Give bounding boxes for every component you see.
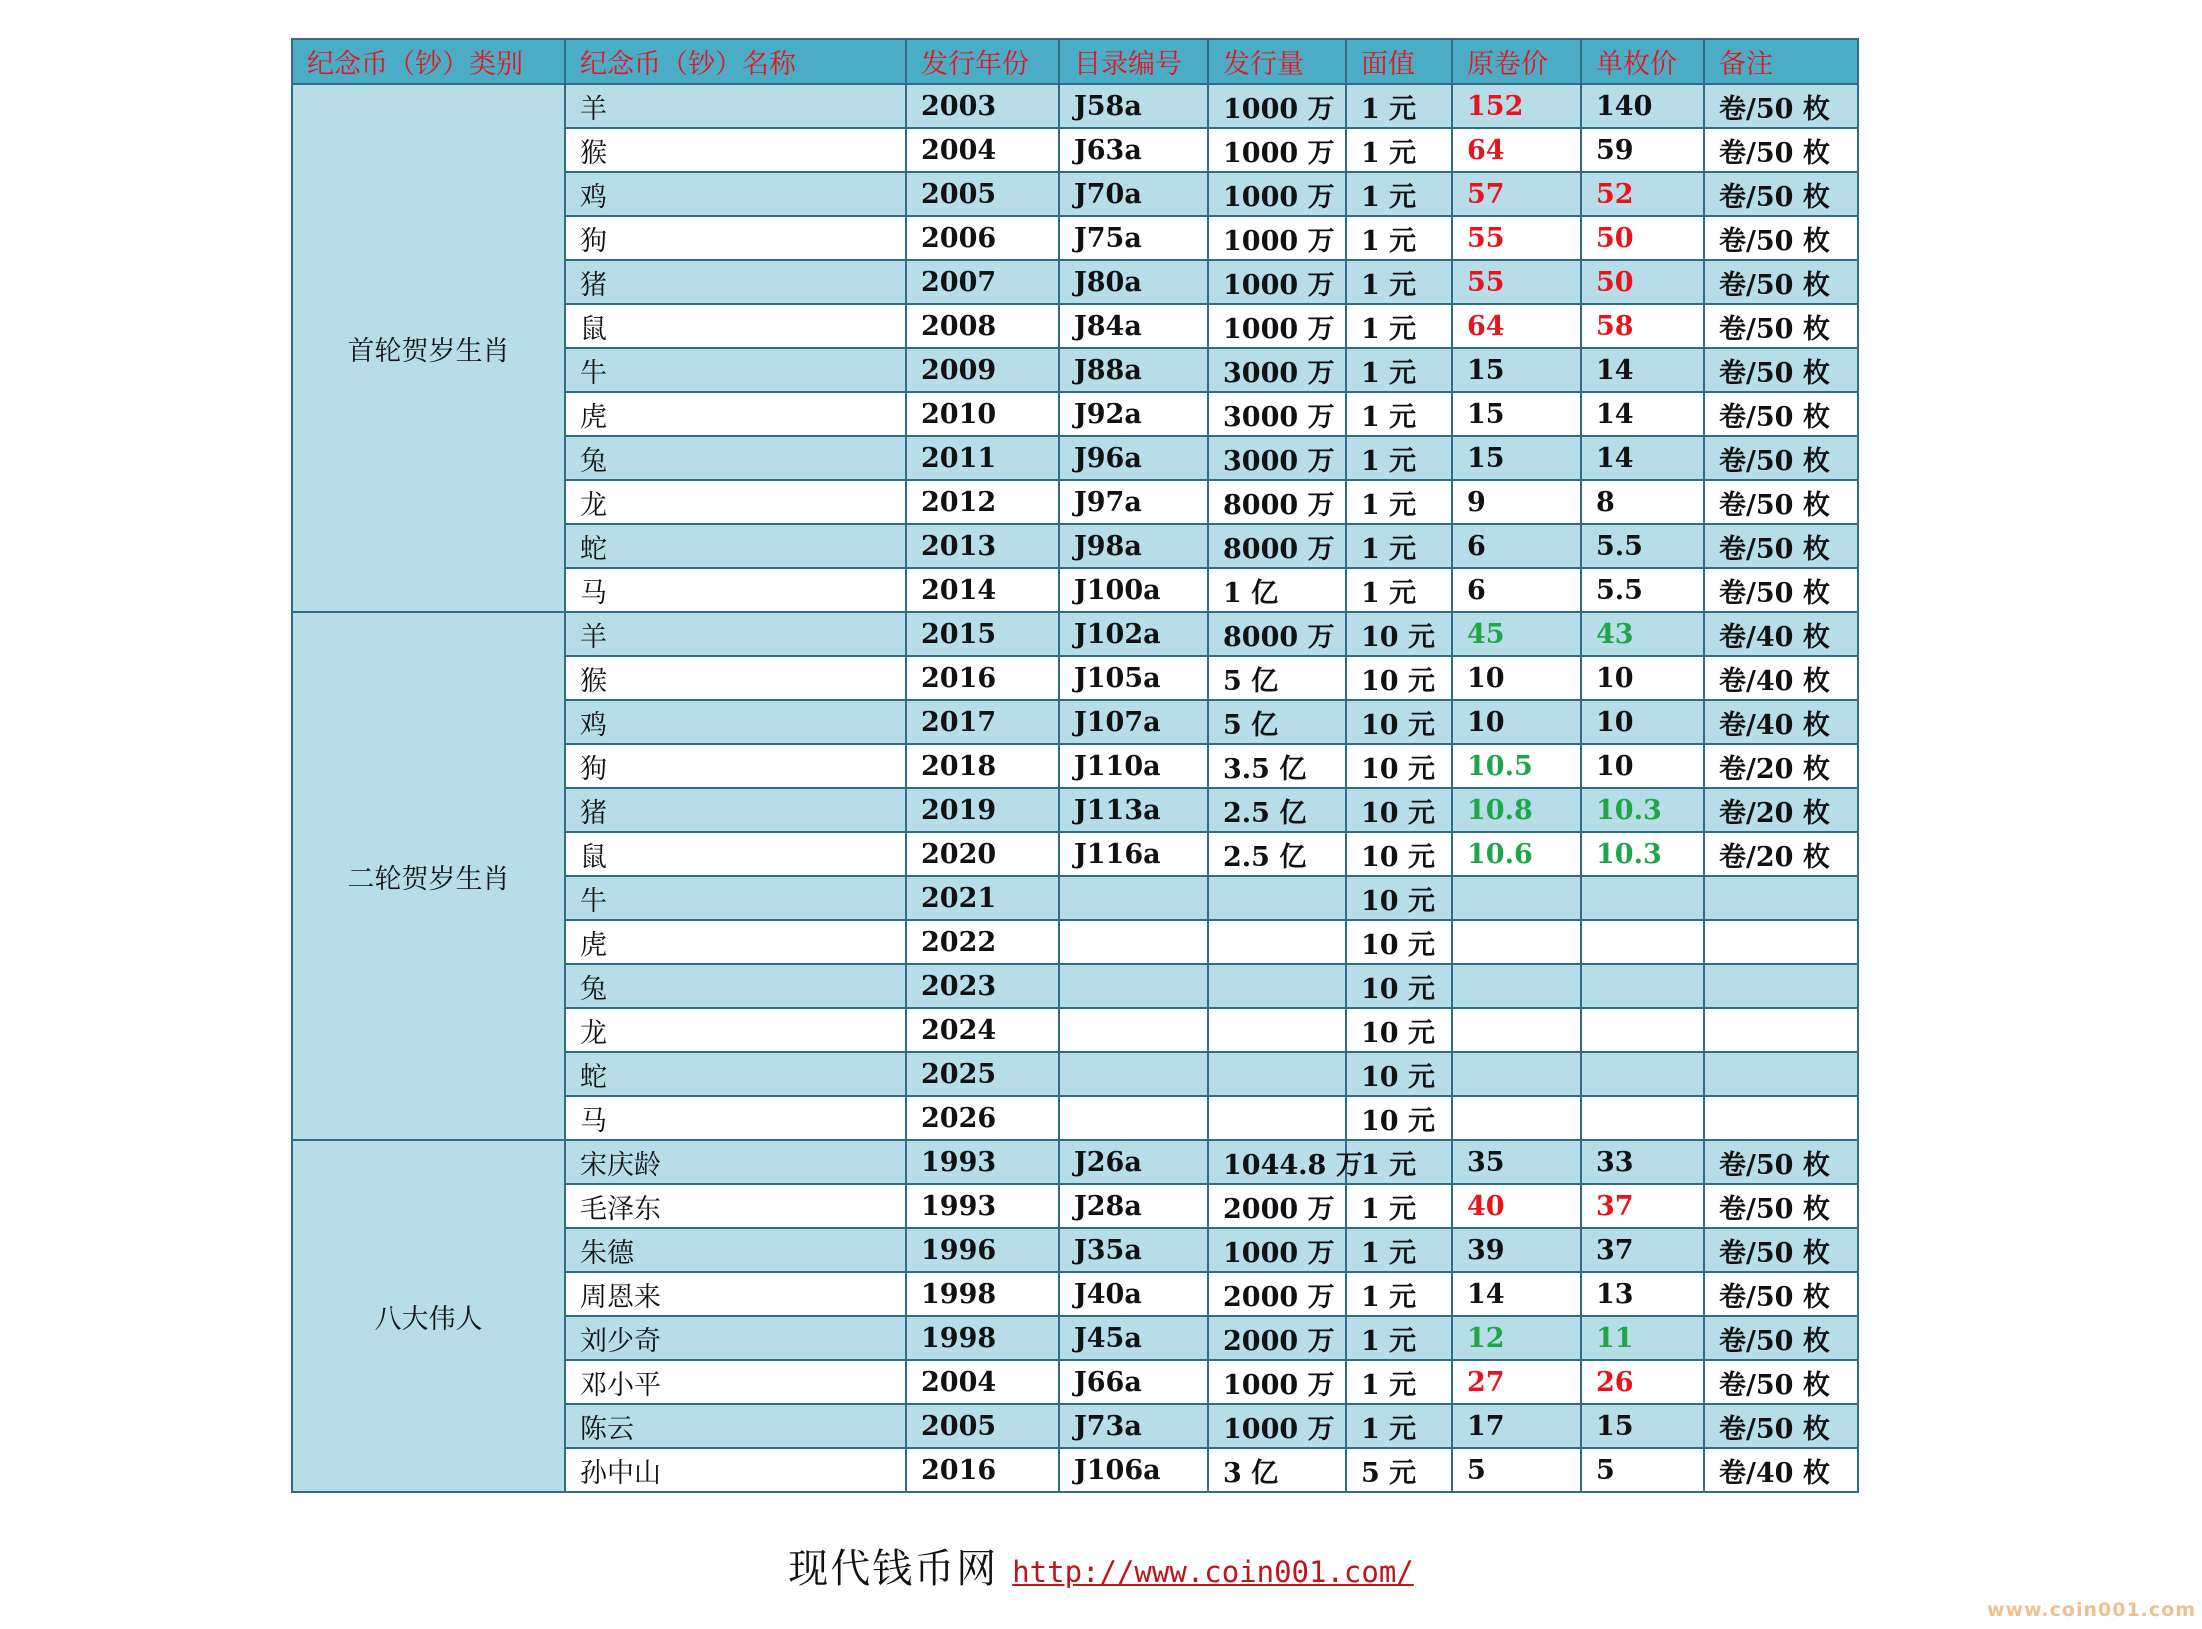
note-cell: 卷/50 枚 [1704,1228,1858,1272]
col-header-note: 备注 [1704,39,1858,84]
face-value-cell: 10 元 [1346,744,1452,788]
issue-volume-cell [1208,964,1346,1008]
catalog-code-cell: J70a [1059,172,1208,216]
note-cell: 卷/50 枚 [1704,1360,1858,1404]
issue-year-cell: 2023 [906,964,1059,1008]
issue-year-cell: 1996 [906,1228,1059,1272]
face-value-cell: 1 元 [1346,1228,1452,1272]
coin-name-cell: 孙中山 [565,1448,906,1492]
note-cell [1704,876,1858,920]
single-price-cell: 59 [1581,128,1704,172]
roll-price-cell: 152 [1452,84,1581,128]
face-value-cell: 1 元 [1346,172,1452,216]
col-header-name: 纪念币（钞）名称 [565,39,906,84]
issue-year-cell: 2010 [906,392,1059,436]
roll-price-cell: 14 [1452,1272,1581,1316]
note-cell: 卷/50 枚 [1704,524,1858,568]
roll-price-cell: 10 [1452,656,1581,700]
coin-name-cell: 周恩来 [565,1272,906,1316]
coin-name-cell: 猴 [565,128,906,172]
issue-year-cell: 2006 [906,216,1059,260]
note-cell: 卷/50 枚 [1704,1184,1858,1228]
face-value-cell: 1 元 [1346,1404,1452,1448]
issue-volume-cell: 1000 万 [1208,172,1346,216]
face-value-cell: 1 元 [1346,128,1452,172]
face-value-cell: 10 元 [1346,920,1452,964]
note-cell [1704,1008,1858,1052]
issue-volume-cell: 2000 万 [1208,1316,1346,1360]
coin-name-cell: 猪 [565,788,906,832]
single-price-cell: 50 [1581,216,1704,260]
coin-name-cell: 羊 [565,612,906,656]
issue-year-cell: 2018 [906,744,1059,788]
single-price-cell: 10 [1581,744,1704,788]
issue-year-cell: 2016 [906,1448,1059,1492]
catalog-code-cell: J92a [1059,392,1208,436]
issue-year-cell: 2005 [906,172,1059,216]
single-price-cell [1581,1096,1704,1140]
roll-price-cell: 64 [1452,304,1581,348]
single-price-cell: 37 [1581,1228,1704,1272]
catalog-code-cell: J84a [1059,304,1208,348]
issue-year-cell: 2017 [906,700,1059,744]
catalog-code-cell: J26a [1059,1140,1208,1184]
issue-year-cell: 2025 [906,1052,1059,1096]
coin-name-cell: 虎 [565,920,906,964]
issue-volume-cell [1208,1008,1346,1052]
roll-price-cell: 6 [1452,568,1581,612]
catalog-code-cell: J102a [1059,612,1208,656]
catalog-code-cell: J45a [1059,1316,1208,1360]
coin-name-cell: 刘少奇 [565,1316,906,1360]
col-header-roll-price: 原卷价 [1452,39,1581,84]
note-cell: 卷/50 枚 [1704,1404,1858,1448]
col-header-issue: 发行量 [1208,39,1346,84]
coin-name-cell: 鸡 [565,700,906,744]
note-cell: 卷/50 枚 [1704,436,1858,480]
note-cell [1704,964,1858,1008]
coin-name-cell: 鼠 [565,832,906,876]
single-price-cell: 50 [1581,260,1704,304]
coin-name-cell: 龙 [565,1008,906,1052]
face-value-cell: 10 元 [1346,612,1452,656]
face-value-cell: 1 元 [1346,436,1452,480]
single-price-cell: 5.5 [1581,568,1704,612]
single-price-cell: 5 [1581,1448,1704,1492]
roll-price-cell: 10.5 [1452,744,1581,788]
coin-name-cell: 牛 [565,876,906,920]
note-cell: 卷/50 枚 [1704,128,1858,172]
coin-name-cell: 兔 [565,964,906,1008]
single-price-cell: 11 [1581,1316,1704,1360]
issue-year-cell: 1998 [906,1316,1059,1360]
site-name: 现代钱币网 [788,1546,999,1592]
face-value-cell: 1 元 [1346,1272,1452,1316]
watermark: www.coin001.com [1986,1599,2196,1621]
note-cell: 卷/40 枚 [1704,700,1858,744]
issue-year-cell: 1998 [906,1272,1059,1316]
catalog-code-cell [1059,1096,1208,1140]
catalog-code-cell: J96a [1059,436,1208,480]
catalog-code-cell [1059,876,1208,920]
coin-name-cell: 蛇 [565,1052,906,1096]
face-value-cell: 1 元 [1346,1316,1452,1360]
single-price-cell: 10.3 [1581,832,1704,876]
single-price-cell: 43 [1581,612,1704,656]
roll-price-cell: 55 [1452,260,1581,304]
roll-price-cell: 15 [1452,348,1581,392]
issue-year-cell: 2026 [906,1096,1059,1140]
issue-volume-cell: 1000 万 [1208,216,1346,260]
coin-name-cell: 兔 [565,436,906,480]
note-cell [1704,1096,1858,1140]
col-header-category: 纪念币（钞）类别 [292,39,565,84]
category-cell: 首轮贺岁生肖 [292,84,565,612]
issue-year-cell: 2004 [906,128,1059,172]
single-price-cell: 26 [1581,1360,1704,1404]
roll-price-cell: 10.8 [1452,788,1581,832]
coin-name-cell: 朱德 [565,1228,906,1272]
note-cell: 卷/50 枚 [1704,84,1858,128]
single-price-cell [1581,920,1704,964]
face-value-cell: 10 元 [1346,656,1452,700]
catalog-code-cell [1059,1008,1208,1052]
face-value-cell: 1 元 [1346,392,1452,436]
catalog-code-cell: J58a [1059,84,1208,128]
face-value-cell: 1 元 [1346,1184,1452,1228]
face-value-cell: 10 元 [1346,788,1452,832]
face-value-cell: 1 元 [1346,480,1452,524]
single-price-cell [1581,1052,1704,1096]
catalog-code-cell: J75a [1059,216,1208,260]
issue-volume-cell: 8000 万 [1208,480,1346,524]
catalog-code-cell: J100a [1059,568,1208,612]
header-row [292,39,1858,84]
issue-volume-cell: 3 亿 [1208,1448,1346,1492]
roll-price-cell: 9 [1452,480,1581,524]
catalog-code-cell: J116a [1059,832,1208,876]
coin-name-cell: 宋庆龄 [565,1140,906,1184]
single-price-cell: 14 [1581,436,1704,480]
coin-name-cell: 鼠 [565,304,906,348]
issue-volume-cell: 1000 万 [1208,84,1346,128]
issue-year-cell: 2020 [906,832,1059,876]
note-cell: 卷/50 枚 [1704,568,1858,612]
face-value-cell: 1 元 [1346,524,1452,568]
issue-volume-cell: 3.5 亿 [1208,744,1346,788]
issue-year-cell: 2008 [906,304,1059,348]
note-cell: 卷/50 枚 [1704,348,1858,392]
issue-volume-cell: 1 亿 [1208,568,1346,612]
roll-price-cell: 57 [1452,172,1581,216]
catalog-code-cell: J107a [1059,700,1208,744]
catalog-code-cell [1059,920,1208,964]
catalog-code-cell: J73a [1059,1404,1208,1448]
issue-volume-cell [1208,920,1346,964]
single-price-cell: 37 [1581,1184,1704,1228]
issue-year-cell: 2016 [906,656,1059,700]
issue-volume-cell: 2000 万 [1208,1184,1346,1228]
issue-volume-cell [1208,1096,1346,1140]
col-header-single-price: 单枚价 [1581,39,1704,84]
face-value-cell: 5 元 [1346,1448,1452,1492]
catalog-code-cell [1059,1052,1208,1096]
single-price-cell: 140 [1581,84,1704,128]
table-row [292,84,1858,128]
note-cell: 卷/50 枚 [1704,260,1858,304]
issue-year-cell: 2004 [906,1360,1059,1404]
catalog-code-cell: J66a [1059,1360,1208,1404]
table-row [292,612,1858,656]
roll-price-cell: 15 [1452,392,1581,436]
single-price-cell: 10 [1581,700,1704,744]
site-link[interactable]: http://www.coin001.com/ [1012,1555,1414,1589]
issue-year-cell: 2012 [906,480,1059,524]
catalog-code-cell: J113a [1059,788,1208,832]
single-price-cell: 5.5 [1581,524,1704,568]
note-cell: 卷/20 枚 [1704,788,1858,832]
issue-year-cell: 2007 [906,260,1059,304]
roll-price-cell: 6 [1452,524,1581,568]
issue-volume-cell: 1000 万 [1208,128,1346,172]
col-header-code: 目录编号 [1059,39,1208,84]
coin-name-cell: 牛 [565,348,906,392]
face-value-cell: 1 元 [1346,568,1452,612]
category-cell: 八大伟人 [292,1140,565,1492]
single-price-cell: 15 [1581,1404,1704,1448]
catalog-code-cell: J97a [1059,480,1208,524]
issue-volume-cell: 1000 万 [1208,1360,1346,1404]
roll-price-cell: 55 [1452,216,1581,260]
issue-volume-cell [1208,1052,1346,1096]
single-price-cell: 33 [1581,1140,1704,1184]
issue-volume-cell: 3000 万 [1208,348,1346,392]
roll-price-cell [1452,1052,1581,1096]
issue-year-cell: 2019 [906,788,1059,832]
note-cell: 卷/20 枚 [1704,832,1858,876]
catalog-code-cell [1059,964,1208,1008]
roll-price-cell: 10.6 [1452,832,1581,876]
coin-name-cell: 狗 [565,744,906,788]
coin-name-cell: 龙 [565,480,906,524]
roll-price-cell [1452,1096,1581,1140]
single-price-cell [1581,964,1704,1008]
note-cell: 卷/50 枚 [1704,1272,1858,1316]
issue-volume-cell: 1000 万 [1208,260,1346,304]
coin-name-cell: 猪 [565,260,906,304]
face-value-cell: 10 元 [1346,832,1452,876]
issue-year-cell: 1993 [906,1140,1059,1184]
face-value-cell: 10 元 [1346,1052,1452,1096]
note-cell: 卷/40 枚 [1704,1448,1858,1492]
issue-volume-cell: 8000 万 [1208,612,1346,656]
category-cell: 二轮贺岁生肖 [292,612,565,1140]
issue-volume-cell: 1000 万 [1208,304,1346,348]
note-cell [1704,920,1858,964]
note-cell: 卷/20 枚 [1704,744,1858,788]
catalog-code-cell: J80a [1059,260,1208,304]
coin-name-cell: 毛泽东 [565,1184,906,1228]
single-price-cell: 58 [1581,304,1704,348]
catalog-code-cell: J88a [1059,348,1208,392]
face-value-cell: 10 元 [1346,1096,1452,1140]
roll-price-cell [1452,876,1581,920]
issue-volume-cell: 8000 万 [1208,524,1346,568]
issue-year-cell: 2024 [906,1008,1059,1052]
table-row [292,1140,1858,1184]
face-value-cell: 1 元 [1346,260,1452,304]
col-header-year: 发行年份 [906,39,1059,84]
issue-year-cell: 2005 [906,1404,1059,1448]
face-value-cell: 10 元 [1346,964,1452,1008]
single-price-cell: 14 [1581,392,1704,436]
face-value-cell: 1 元 [1346,1360,1452,1404]
coin-name-cell: 虎 [565,392,906,436]
single-price-cell: 10 [1581,656,1704,700]
coin-name-cell: 猴 [565,656,906,700]
coin-price-table [291,38,1859,1493]
single-price-cell: 14 [1581,348,1704,392]
coin-name-cell: 马 [565,568,906,612]
face-value-cell: 1 元 [1346,216,1452,260]
coin-name-cell: 羊 [565,84,906,128]
issue-volume-cell: 2.5 亿 [1208,788,1346,832]
issue-year-cell: 2003 [906,84,1059,128]
note-cell: 卷/40 枚 [1704,656,1858,700]
roll-price-cell: 35 [1452,1140,1581,1184]
note-cell: 卷/50 枚 [1704,1316,1858,1360]
catalog-code-cell: J110a [1059,744,1208,788]
issue-year-cell: 2014 [906,568,1059,612]
col-header-face: 面值 [1346,39,1452,84]
face-value-cell: 1 元 [1346,348,1452,392]
face-value-cell: 1 元 [1346,84,1452,128]
issue-year-cell: 2011 [906,436,1059,480]
issue-volume-cell: 5 亿 [1208,656,1346,700]
single-price-cell: 8 [1581,480,1704,524]
single-price-cell [1581,876,1704,920]
coin-name-cell: 陈云 [565,1404,906,1448]
roll-price-cell: 12 [1452,1316,1581,1360]
note-cell: 卷/50 枚 [1704,172,1858,216]
footer [0,1537,2202,1594]
note-cell [1704,1052,1858,1096]
note-cell: 卷/50 枚 [1704,480,1858,524]
coin-name-cell: 邓小平 [565,1360,906,1404]
catalog-code-cell: J28a [1059,1184,1208,1228]
issue-year-cell: 2009 [906,348,1059,392]
issue-volume-cell: 1044.8 万 [1208,1140,1346,1184]
issue-year-cell: 2021 [906,876,1059,920]
single-price-cell [1581,1008,1704,1052]
catalog-code-cell: J63a [1059,128,1208,172]
single-price-cell: 52 [1581,172,1704,216]
issue-year-cell: 2013 [906,524,1059,568]
catalog-code-cell: J40a [1059,1272,1208,1316]
issue-volume-cell: 2.5 亿 [1208,832,1346,876]
roll-price-cell: 45 [1452,612,1581,656]
issue-year-cell: 2015 [906,612,1059,656]
issue-year-cell: 2022 [906,920,1059,964]
roll-price-cell: 15 [1452,436,1581,480]
roll-price-cell: 64 [1452,128,1581,172]
issue-volume-cell: 3000 万 [1208,392,1346,436]
issue-volume-cell: 3000 万 [1208,436,1346,480]
issue-volume-cell [1208,876,1346,920]
roll-price-cell: 40 [1452,1184,1581,1228]
coin-name-cell: 狗 [565,216,906,260]
catalog-code-cell: J106a [1059,1448,1208,1492]
roll-price-cell [1452,920,1581,964]
issue-volume-cell: 1000 万 [1208,1404,1346,1448]
note-cell: 卷/50 枚 [1704,304,1858,348]
roll-price-cell [1452,1008,1581,1052]
roll-price-cell: 10 [1452,700,1581,744]
face-value-cell: 10 元 [1346,876,1452,920]
roll-price-cell: 39 [1452,1228,1581,1272]
issue-volume-cell: 1000 万 [1208,1228,1346,1272]
face-value-cell: 1 元 [1346,304,1452,348]
face-value-cell: 1 元 [1346,1140,1452,1184]
face-value-cell: 10 元 [1346,1008,1452,1052]
catalog-code-cell: J98a [1059,524,1208,568]
roll-price-cell: 17 [1452,1404,1581,1448]
coin-name-cell: 鸡 [565,172,906,216]
issue-volume-cell: 2000 万 [1208,1272,1346,1316]
coin-name-cell: 蛇 [565,524,906,568]
coin-name-cell: 马 [565,1096,906,1140]
issue-volume-cell: 5 亿 [1208,700,1346,744]
note-cell: 卷/50 枚 [1704,216,1858,260]
roll-price-cell: 27 [1452,1360,1581,1404]
note-cell: 卷/50 枚 [1704,1140,1858,1184]
roll-price-cell [1452,964,1581,1008]
note-cell: 卷/50 枚 [1704,392,1858,436]
catalog-code-cell: J35a [1059,1228,1208,1272]
issue-year-cell: 1993 [906,1184,1059,1228]
note-cell: 卷/40 枚 [1704,612,1858,656]
catalog-code-cell: J105a [1059,656,1208,700]
face-value-cell: 10 元 [1346,700,1452,744]
single-price-cell: 10.3 [1581,788,1704,832]
single-price-cell: 13 [1581,1272,1704,1316]
roll-price-cell: 5 [1452,1448,1581,1492]
